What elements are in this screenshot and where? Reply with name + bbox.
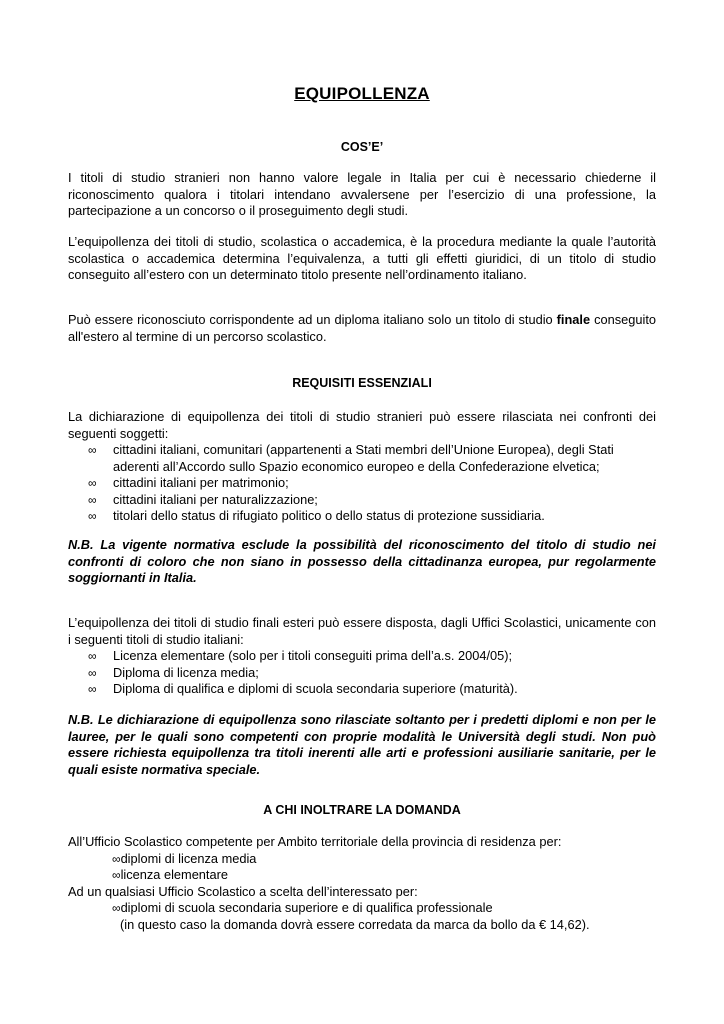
list-item xyxy=(68,508,656,525)
list-item-text: cittadini italiani, comunitari (appartenenti a Stati membri dell’Unione Europea), degli Stati aderenti all’Accordo sullo Spazio economico europeo e della Confederazione elvetica; xyxy=(113,442,614,474)
paragraph-requisiti-intro: La dichiarazione di equipollenza dei titoli di studio stranieri può essere rilasciata nei confronti dei seguenti soggetti: xyxy=(68,409,656,441)
list-item-text: diplomi di scuola secondaria superiore e di qualifica professionale xyxy=(120,900,493,915)
list-item xyxy=(68,851,668,868)
infinity-bullet-icon: ∞ xyxy=(88,682,97,696)
list-item-text: Licenza elementare (solo per i titoli conseguiti prima dell’a.s. 2004/05); xyxy=(113,648,513,663)
list-item-text: cittadini italiani per naturalizzazione; xyxy=(113,491,318,507)
list-item xyxy=(68,665,656,682)
paragraph-final-title-bold: finale xyxy=(556,312,591,327)
list-item-text: Diploma di qualifica e diplomi di scuola secondaria superiore (maturità). xyxy=(113,681,518,696)
paragraph-final-title xyxy=(68,312,656,345)
infinity-bullet-icon: ∞ xyxy=(88,665,97,680)
list-item xyxy=(68,492,656,509)
subjects-list xyxy=(68,442,656,525)
infinity-bullet-icon: ∞ xyxy=(88,476,97,490)
note-citizenship: N.B. La vigente normativa esclude la possibilità del riconoscimento del titolo di studio nei confronti di coloro che non siano in possesso della cittadinanza europea, pur regolarmente soggiornanti in Italia. xyxy=(68,537,656,585)
list-item xyxy=(68,648,656,665)
list-item xyxy=(68,442,656,475)
paragraph-equipollenza-titles: L’equipollenza dei titoli di studio finali esteri può essere disposta, dagli Uffici Scolastici, unicamente con i seguenti titoli di studio italiani: xyxy=(68,615,656,647)
list-item-text: cittadini italiani per matrimonio; xyxy=(113,475,289,490)
list-item xyxy=(68,900,668,917)
list-item-text: diplomi di licenza media xyxy=(120,850,257,866)
destination-block xyxy=(68,834,668,933)
paragraph-final-title-text: Può essere riconosciuto corrispondente ad un diploma italiano solo un titolo di studio xyxy=(68,312,557,327)
infinity-bullet-icon: ∞ xyxy=(88,492,97,507)
infinity-bullet-icon: ∞ xyxy=(88,509,97,523)
infinity-bullet-icon: ∞ xyxy=(112,901,121,915)
paragraph-final-title-text-end: conseguito all'estero al termine di un percorso scolastico. xyxy=(68,312,656,344)
infinity-bullet-icon: ∞ xyxy=(112,851,121,866)
paragraph-intro: I titoli di studio stranieri non hanno valore legale in Italia per cui è necessario chiederne il riconoscimento qualora i titolari intendano avvalersene per l’esercizio di una professione, la partecipazione a un concorso o il proseguimento degli studi. xyxy=(68,170,656,218)
paragraph-definition: L’equipollenza dei titoli di studio, scolastica o accademica, è la procedura mediante la quale l’autorità scolastica o accademica determina l’equivalenza, a tutti gli effetti giuridici, di un titolo di studio conseguito all’estero con un determinato titolo presente nell’ordinamento italiano. xyxy=(68,234,656,282)
note-diplomas: N.B. Le dichiarazione di equipollenza sono rilasciate soltanto per i predetti diplomi e non per le lauree, per le quali sono competenti con proprie modalità le Università degli studi. Non può essere richiesta equipollenza tra titoli inerenti alle arti e professioni ausiliarie sanitarie, per le quali esiste normativa speciale. xyxy=(68,712,656,777)
titles-list xyxy=(68,648,656,698)
infinity-bullet-icon: ∞ xyxy=(88,443,97,457)
destination-line-any: Ad un qualsiasi Ufficio Scolastico a scelta dell’interessato per: xyxy=(68,883,418,899)
destination-line-local: All’Ufficio Scolastico competente per Ambito territoriale della provincia di residenza per: xyxy=(68,834,562,849)
stamp-duty-note: (in questo caso la domanda dovrà essere corredata da marca da bollo da € 14,62). xyxy=(120,916,590,932)
section-heading-domanda: A CHI INOLTRARE LA DOMANDA xyxy=(263,803,461,817)
list-item xyxy=(68,681,656,698)
section-heading-cose: COS’E’ xyxy=(340,140,384,154)
list-item xyxy=(68,475,656,492)
infinity-bullet-icon: ∞ xyxy=(112,868,121,882)
page-title: EQUIPOLLENZA xyxy=(294,84,430,103)
list-item xyxy=(68,867,668,884)
list-item-text: titolari dello status di rifugiato politico o dello status di protezione sussidiaria. xyxy=(113,508,545,523)
list-item-text: licenza elementare xyxy=(120,867,228,882)
section-heading-requisiti: REQUISITI ESSENZIALI xyxy=(292,376,432,390)
infinity-bullet-icon: ∞ xyxy=(88,649,97,663)
list-item-text: Diploma di licenza media; xyxy=(113,664,259,680)
